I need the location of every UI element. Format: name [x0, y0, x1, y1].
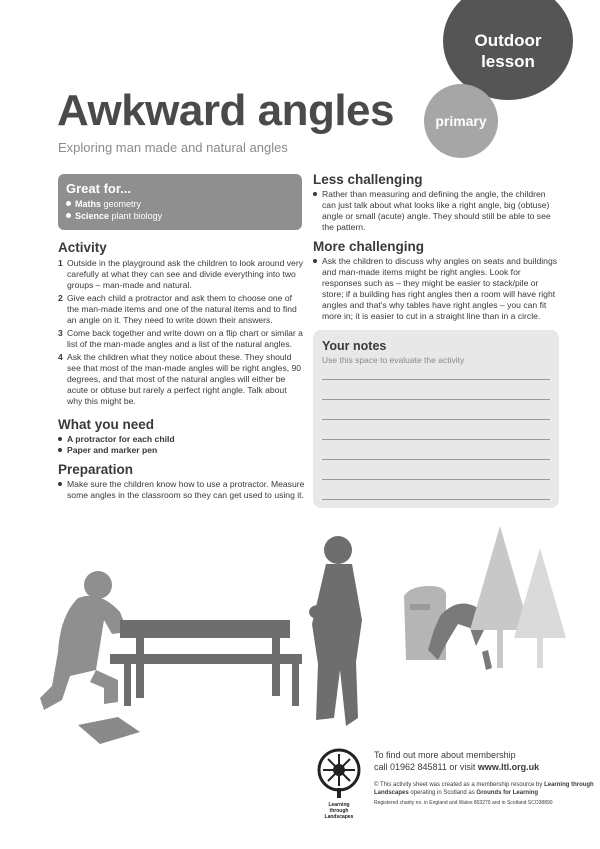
bullet-icon: [313, 259, 317, 263]
page-title: Awkward angles: [57, 86, 394, 135]
activity-step: 4 Ask the children what they notice about these. They should see that most of the man-made angles will be right angles, 90 degrees, and that most of the natural angles will either be acute or obtuse but rarely a perfect right angle. Talk about why this might be.: [58, 352, 302, 406]
bullet-icon: [66, 213, 71, 218]
notes-box: [313, 330, 559, 508]
preparation-heading: Preparation: [58, 462, 134, 477]
bullet-icon: [313, 192, 317, 196]
svg-text:Landscapes: Landscapes: [324, 814, 354, 820]
registered-charity: Registered charity no. in England and Wales 803270 and in Scotland SCO38890: [374, 800, 553, 806]
notes-hint: Use this space to evaluate the activity: [322, 355, 465, 365]
note-line[interactable]: [322, 379, 550, 380]
great-for-item: Science plant biology: [66, 210, 294, 222]
level-badge: primary: [424, 84, 498, 158]
what-you-need-list: [58, 434, 304, 458]
ltl-logo: [314, 748, 364, 822]
note-line[interactable]: [322, 399, 550, 400]
list-item: A protractor for each child: [58, 434, 304, 445]
note-line[interactable]: [322, 479, 550, 480]
bullet-icon: [58, 448, 62, 452]
svg-text:Learning: Learning: [328, 802, 350, 808]
less-challenging-heading: Less challenging: [313, 172, 423, 187]
playground-illustration: [0, 520, 600, 755]
activity-heading: Activity: [58, 240, 107, 255]
credit-text: © This activity sheet was created as a membership resource by Learning through Landscapes operating in Scotland as Grounds for Learning Registered charity no. in England and Wales 803270 and in Scotland SCO38890: [374, 781, 596, 807]
activity-steps: [58, 258, 304, 409]
badge-line2: lesson: [481, 52, 535, 71]
preparation-text: Make sure the children know how to use a protractor. Measure some angles in the classroom so they can get used to using it.: [58, 479, 308, 503]
membership-line: To find out more about membership: [374, 750, 516, 760]
notes-heading: Your notes: [322, 339, 387, 353]
note-line[interactable]: [322, 419, 550, 420]
bullet-icon: [58, 437, 62, 441]
membership-info: To find out more about membership call 01962 845811 or visit www.ltl.org.uk: [374, 750, 540, 772]
activity-step: 2 Give each child a protractor and ask them to choose one of the man-made items and one of the natural items and to find an angle on it. They need to write down their answers.: [58, 293, 297, 325]
activity-step: 1 Outside in the playground ask the children to look around very carefully at what they can see and divide everything into two groups – man-made and natural.: [58, 258, 303, 290]
badge-line1: Outdoor: [474, 31, 542, 50]
website-link[interactable]: www.ltl.org.uk: [477, 762, 540, 772]
note-line[interactable]: [322, 459, 550, 460]
less-challenging-text: Rather than measuring and defining the angle, the children can just talk about what looks like a right angle, big (obtuse) angle or small (acute) angle. They should still be able to see the pattern.: [313, 189, 561, 235]
bench-shape: [110, 620, 302, 706]
bullet-icon: [66, 201, 71, 206]
more-challenging-text: Ask the children to discuss why angles on seats and buildings and man-made items might be right angles. Look for responses such as – they might be easier to stack/pile or store; if a building has right angles then a room will have right angles and that's why tables have right angles – you can fit more in; it is easier to cut in a straight line than in a circle.: [313, 256, 561, 324]
great-for-item: Maths geometry: [66, 198, 294, 210]
great-for-heading: Great for...: [66, 181, 132, 196]
list-item: Paper and marker pen: [58, 445, 304, 456]
great-for-box: [58, 174, 302, 230]
note-line[interactable]: [322, 439, 550, 440]
activity-step: 3 Come back together and write down on a flip chart or similar a list of the man-made angles and a list of the natural angles.: [58, 328, 303, 349]
paper-shape: [78, 717, 140, 744]
page-subtitle: Exploring man made and natural angles: [58, 140, 288, 155]
tree-icon: [470, 526, 530, 668]
bullet-icon: [58, 482, 62, 486]
svg-text:through: through: [329, 808, 349, 814]
note-line[interactable]: [322, 499, 550, 500]
more-challenging-heading: More challenging: [313, 239, 425, 254]
what-you-need-heading: What you need: [58, 417, 155, 432]
child-crouching-left: [40, 571, 128, 710]
child-standing: [309, 536, 362, 726]
